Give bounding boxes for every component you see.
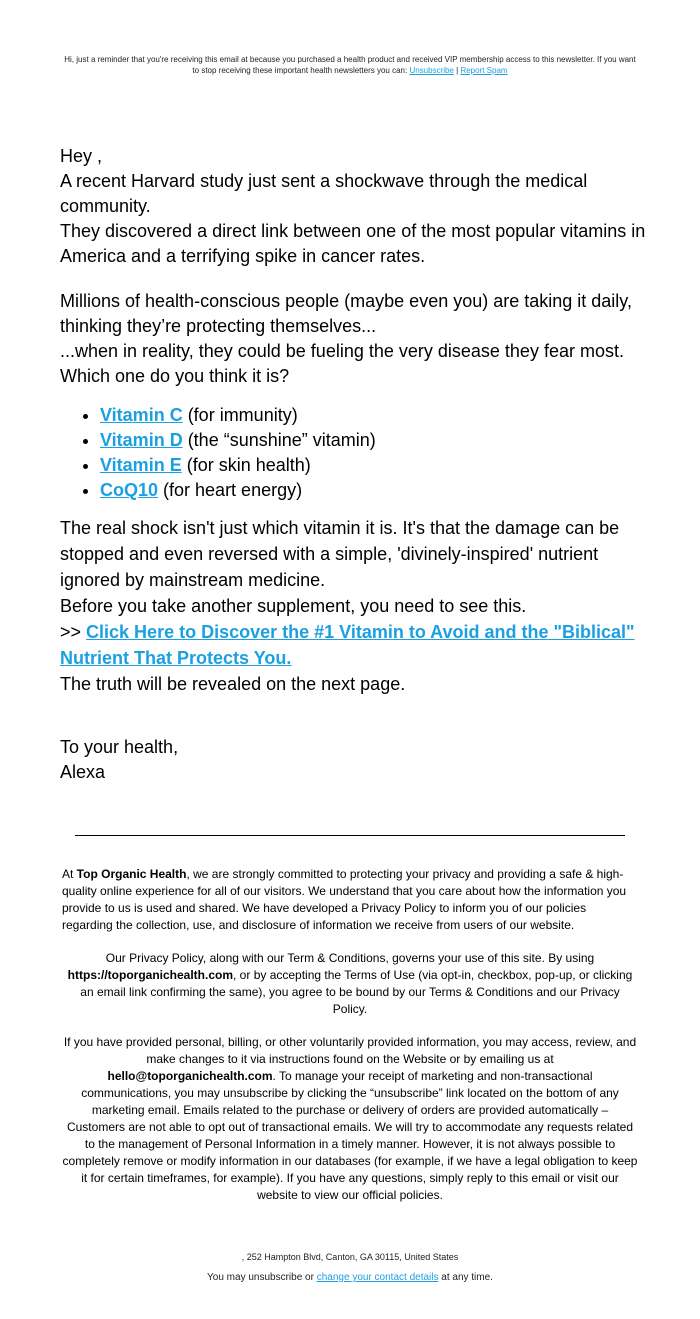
report-spam-link[interactable]: Report Spam [460,66,508,75]
coq10-link[interactable]: CoQ10 [100,480,159,500]
privacy-paragraph [62,1034,638,1204]
footer [62,866,638,1220]
footer-text: Our Privacy Policy, along with our Term & Conditions, governs your use of this site. By using [105,951,595,965]
body-text: The truth will be revealed on the next page. [60,674,406,694]
body-text: A recent Harvard study just sent a shockwave through the medical community. [60,171,588,216]
footer-text: At [62,867,77,881]
preheader-text: Hi, just a reminder that you're receiving this email at because you purchased a health product and received VIP membership access to this newsletter. If you want to stop receiving these important health newsletters you can: [64,55,636,75]
body-text: Millions of health-conscious people (maybe even you) are taking it daily, thinking they’re protecting themselves... [60,291,632,336]
footer-text: You may unsubscribe or [207,1272,317,1283]
footer-text: , we are strongly committed to protecting your privacy and providing a safe & high-quality online experience for all of our visitors. We understand that you care about how the information you provide to us is used and shared. We have developed a Privacy Policy to inform you of our policies regarding the collection, use, and disclosure of information we receive from users of our website. [62,867,627,932]
preheader [60,54,640,76]
signature: Alexa [60,762,106,782]
body-text: They discovered a direct link between one of the most popular vitamins in America and a terrifying spike in cancer rates. [60,221,646,266]
list-item [100,428,650,453]
signoff: To your health, [60,737,179,757]
body-text: Which one do you think it is? [60,366,290,386]
website-url: https://toporganichealth.com [67,968,234,982]
list-item [100,478,650,503]
divider [75,835,625,836]
change-contact-details-link[interactable]: change your contact details [316,1272,439,1283]
body-text: The real shock isn't just which vitamin it is. It's that the damage can be stopped and even reversed with a simple, 'divinely-inspired' nutrient ignored by mainstream medicine. [60,518,620,590]
vitamin-list [60,403,650,503]
body-text: ...when in reality, they could be fueling the very disease they fear most. [60,341,624,361]
privacy-paragraph [62,950,638,1018]
list-item-desc: (for heart energy) [158,480,303,500]
greeting: Hey , [60,146,103,166]
email-body [60,144,650,785]
cta-link[interactable]: Click Here to Discover the #1 Vitamin to Avoid and the "Biblical" Nutrient That Protects You. [60,622,635,668]
list-item [100,453,650,478]
company-name: Top Organic Health [76,867,187,881]
vitamin-e-link[interactable]: Vitamin E [100,455,182,475]
vitamin-c-link[interactable]: Vitamin C [100,405,183,425]
footer-text: at any time. [438,1272,493,1283]
preheader-separator: | [453,66,461,75]
footer-text: , or by accepting the Terms of Use (via opt-in, checkbox, pop-up, or clicking an email link confirming the same), you agree to be bound by our Terms & Conditions and our Privacy Policy. [80,968,633,1016]
postal-address: , 252 Hampton Blvd, Canton, GA 30115, United States [241,1252,459,1262]
body-text: Before you take another supplement, you need to see this. [60,596,527,616]
email-address: hello@toporganichealth.com [107,1069,273,1083]
footer-text: . To manage your receipt of marketing and non-transactional communications, you may unsubscribe by clicking the “unsubscribe” link located on the bottom of any marketing email. Emails related to the purchase or delivery of orders are provided automatically – Customers are not able to opt out of transactional emails. We will try to accommodate any requests related to the management of Personal Information in a timely manner. However, it is not always possible to completely remove or modify information in our databases (for example, if we have a legal obligation to keep it for certain timeframes, for example). If you have any questions, simply reply to this email or visit our website to view our official policies. [62,1069,638,1202]
list-item-desc: (for immunity) [182,405,298,425]
list-item [100,403,650,428]
list-item-desc: (the “sunshine” vitamin) [182,430,376,450]
cta-paragraph [60,619,650,671]
unsubscribe-line [0,1271,700,1284]
privacy-paragraph [62,866,638,934]
cta-prefix: >> [60,622,87,642]
vitamin-d-link[interactable]: Vitamin D [100,430,183,450]
footer-text: If you have provided personal, billing, or other voluntarily provided information, you may access, review, and make changes to it via instructions found on the Website or by emailing us at [63,1035,637,1066]
unsubscribe-link[interactable]: Unsubscribe [409,66,454,75]
list-item-desc: (for skin health) [181,455,311,475]
